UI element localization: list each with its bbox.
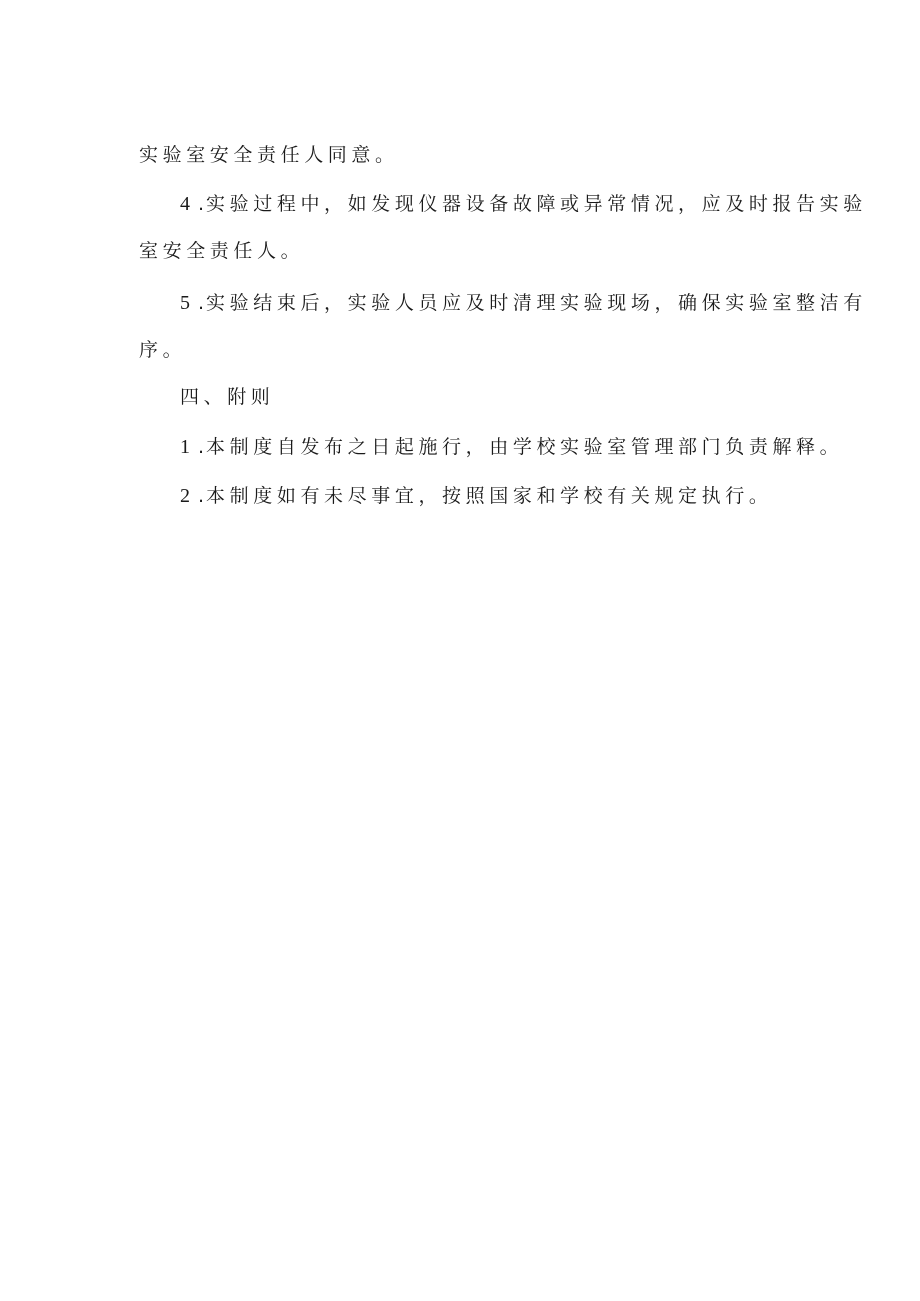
list-item-4 xyxy=(180,192,867,216)
section-heading-text: 四、附则 xyxy=(180,386,275,408)
item-number: 5 xyxy=(180,292,190,314)
item-separator: . xyxy=(198,292,207,314)
item-number: 2 xyxy=(180,485,190,507)
item-text: 室安全责任人。 xyxy=(139,240,305,262)
item-separator: . xyxy=(198,485,207,507)
list-item-5-continuation xyxy=(139,338,186,362)
paragraph-continuation xyxy=(139,143,399,167)
rule-item-1 xyxy=(180,435,843,459)
item-separator: . xyxy=(198,436,207,458)
list-item-5 xyxy=(180,291,867,315)
item-text: 实验结束后，实验人员应及时清理实验现场，确保实验室整洁有 xyxy=(206,292,867,314)
item-text: 本制度如有未尽事宜，按照国家和学校有关规定执行。 xyxy=(206,485,773,507)
list-item-4-continuation xyxy=(139,239,304,263)
item-number: 4 xyxy=(180,193,190,215)
rule-item-2 xyxy=(180,484,772,508)
item-text: 本制度自发布之日起施行，由学校实验室管理部门负责解释。 xyxy=(206,436,844,458)
item-text: 实验过程中，如发现仪器设备故障或异常情况，应及时报告实验 xyxy=(206,193,867,215)
item-text: 序。 xyxy=(139,339,187,361)
paragraph-text: 实验室安全责任人同意。 xyxy=(139,144,399,166)
section-heading xyxy=(180,385,274,409)
item-separator: . xyxy=(198,193,207,215)
item-number: 1 xyxy=(180,436,190,458)
